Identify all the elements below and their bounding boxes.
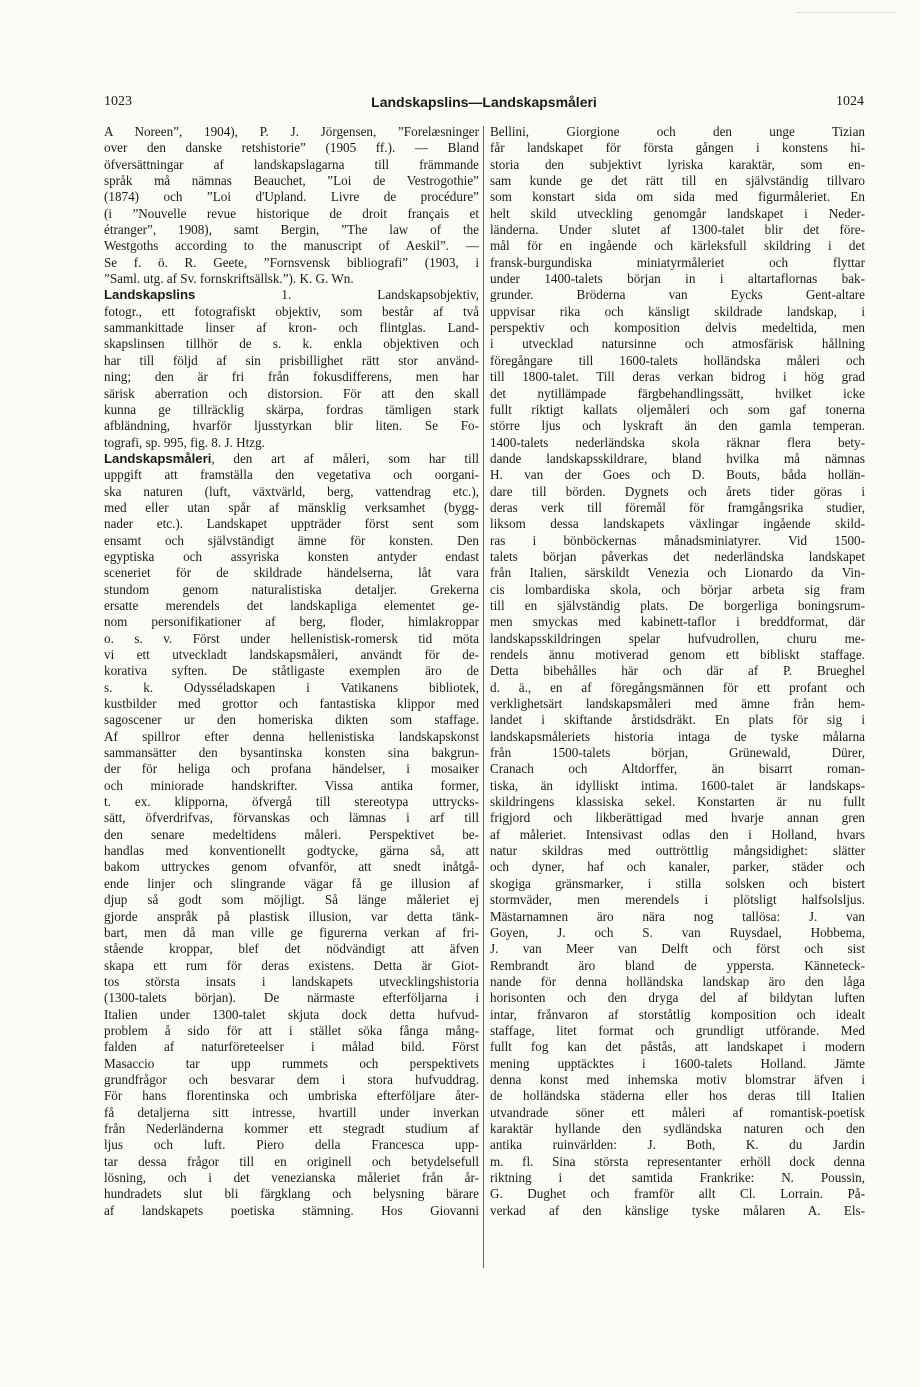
text-line: Rembrandt äro bland de yppersta. Känneteck- [490,957,865,973]
text-line: verklighetsärt landskapsmåleri med ämne från hem- [490,696,865,712]
text-line: bakom uttryckes genom ofvanför, att snedt inåtgå- [104,859,479,875]
text-line: ende linjer och slingrande vägar få ge illusion af [104,875,479,891]
text-line: sammansätter den bysantinska konsten sina bakgrun- [104,745,479,761]
text-line: fotogr., ett fotografiskt objektiv, som består af två [104,303,479,319]
text-line: (1300-talets början). De närmaste efterföljarna i [104,990,479,1006]
text-line: skogiga gränsmarker, i stilla solsken och bistert [490,875,865,891]
text-line: talets början påverkas det nederländska landskapet [490,548,865,564]
text-line: få detaljerna sitt intresse, hvartill under inverkan [104,1104,479,1120]
text-line: som konstart sida om sida med figurmåleriet. En [490,189,865,205]
text-line: s. k. Odysséladskapen i Vatikanens bibliotek, [104,679,479,695]
text-line: J. van Meer van Delft och först och sist [490,941,865,957]
text-line: étranger”, 1908), samt Bergin, ”The law of the [104,222,479,238]
entry-headword: Landskapslins [104,287,196,303]
text-line: G. Dughet och framför allt Cl. Lorrain. På- [490,1186,865,1202]
text-line: tiska, än idylliskt intima. 1600-talet är landskaps- [490,777,865,793]
text-line: öfversättningar af landskapslagarna till främmande [104,156,479,172]
text-line: (1874) och ”Loi d'Upland. Livre de procédure” [104,189,479,205]
text-line: ska naturen (luft, växtvärld, berg, vattendrag etc.), [104,483,479,499]
text-line: tos största insats i landskapets utvecklingshistoria [104,973,479,989]
text-line: Masaccio tar upp rummets och perspektivets [104,1055,479,1071]
text-line: uppvisar rika och känsligt skildrade landskap, i [490,303,865,319]
text-line: sammankittade linser af kron- och flintglas. Land- [104,320,479,336]
text-line: 1400-talets nederländska skola räknar flera bety- [490,434,865,450]
text-line: Landskapsmåleri, den art af måleri, som har till [104,450,479,466]
text-line: natur skildras med outtröttlig mångsidighet: slätter [490,843,865,859]
text-line: utvandrade söner ett måleri af romantisk-poetisk [490,1104,865,1120]
text-line: ning; den är fri från fokusdifferens, men har [104,369,479,385]
text-line: frigjord och likberättigad med hvarje annan gren [490,810,865,826]
text-line: Bellini, Giorgione och den unge Tizian [490,124,865,139]
text-line: denna konst med inhemska motiv blomstrar äfven i [490,1071,865,1087]
text-line: problem å sido för att i stället söka fånga mång- [104,1022,479,1038]
text-line: landskapsskildringen spelar hufvudrollen, churu me- [490,630,865,646]
text-line: helt skild utveckling genomgår landskapet i Neder- [490,205,865,221]
text-line: Af spillror efter denna hellenistiska landskapskonst [104,728,479,744]
text-line: men smyckas med kabinett-taflor i breddformat, där [490,614,865,630]
text-line: riktning i det samtida Frankrike: N. Poussin, [490,1170,865,1185]
header-title: Landskapslins—Landskapsmåleri [371,94,597,110]
text-line: stormväder, men merendels i plötsligt halfsolsljus. [490,892,865,908]
text-line: särisk aberration och distorsion. För att den skall [104,385,479,401]
text-line: dare till börden. Dygnets och årets tider göras i [490,483,865,499]
text-line: tografi, sp. 995, fig. 8. J. Htzg. [104,434,265,450]
text-line: Goyen, J. och S. van Ruysdael, Hobbema, [490,924,865,940]
text-line: Westgoths according to the manuscript of Aeskil”. — [104,238,479,254]
text-line: stående kroppar, blef det nödvändigt att äfven [104,941,479,957]
text-line: verkad af den känslige tyske målaren A. Els- [490,1202,865,1218]
scan-mark [796,12,896,19]
text-line: från Nederländerna kommer ett stegradt studium af [104,1120,479,1136]
text-line: rendels ännu motiverad genom ett bibliskt staffage. [490,647,865,662]
text-line: korativa syften. De ståtligaste exemplen äro de [104,663,479,679]
text-line: storia den subjektivt lyriska karaktär, som en- [490,156,865,172]
text-line: A Noreen”, 1904), P. J. Jörgensen, ”Forelæsninger [104,124,479,139]
text-line: falden af naturföreteelser i målad bild. Först [104,1039,479,1055]
text-line: Italien under 1300-talet skjuta dock detta hufvud- [104,1006,479,1022]
text-line: m. fl. Sina största representanter erhöll dock denna [490,1153,865,1169]
text-line: af landskapets poetiska stämning. Hos Giovanni [104,1202,479,1218]
page-number-left: 1023 [104,94,132,109]
text-line: sceneriet för de skildrade händelserna, låt vara [104,565,479,581]
text-line: mål för en ingående och kärleksfull skildring i det [490,238,865,254]
text-line: ensamt och självständigt ämne för konsten. Den [104,532,479,548]
text-line: karaktär hyllande den sydländska naturen och den [490,1120,865,1136]
text-line: i utvecklad natursinne och atmosfärisk hållning [490,336,865,352]
text-line: under 1400-talets början in i altartaflornas bak- [490,271,865,287]
text-line: grunder. Bröderna van Eycks Gent-altare [490,287,865,303]
text-line: der för heliga och profana händelser, i mosaiker [104,761,479,777]
text-line: (i ”Nouvelle revue historique de droit français et [104,205,479,221]
text-line: Mästarnamnen äro nära nog tallösa: J. van [490,908,865,924]
text-line: har till följd af sin prisbillighet rätt stor använd- [104,352,479,368]
text-line: fransk-burgundiska miniatyrmåleriet och flyttar [490,254,865,270]
right-column [490,124,865,1219]
column-divider [483,126,484,1268]
text-line: nom personifikationer af berg, floder, himlakroppar [104,614,479,630]
text-line: grundfrågor och besvarar dem i stora hufvuddrag. [104,1071,479,1087]
text-line: afbländning, hvarför ljusstyrkan blir liten. Se Fo- [104,418,479,434]
text-line: Cranach och Altdorffer, än bisarrt roman- [490,761,865,777]
text-line: sam kunde ge det rätt till en självständig tillvaro [490,173,865,189]
text-line: med eller utan spår af mänsklig verksamhet (bygg- [104,499,479,515]
text-line: antika ruinvärlden: J. Both, K. du Jardin [490,1137,865,1153]
text-line: ”Saml. utg. af Sv. fornskriftsällsk.”). K. G. Wn. [104,271,354,287]
text-line: over den danske retshistorie” (1905 ff.). — Bland [104,140,479,156]
text-line: intar, frånvaron af storståtlig komposition och idealt [490,1006,865,1022]
text-line: skildringens klassiska sekel. Konstarten är nu fullt [490,794,865,810]
text-line: Detta bibehålles här och där af P. Brueghel [490,663,865,679]
text-line: skapslinsen tillhör de s. k. enkla objektiven och [104,336,479,352]
text-line: staffage, litet format och grundligt utförande. Med [490,1022,865,1038]
text-line: det nytillämpade färgbehandlingssätt, hvilket icke [490,385,865,401]
text-line: tar dessa frågor till en originell och betydelsefull [104,1153,479,1169]
text-line: den senare medeltidens måleri. Perspektivet be- [104,826,479,842]
text-line: stundom genom naturalistiska detaljer. Grekerna [104,581,479,597]
text-line: vi ett utveckladt landskapsmåleri, användt för de- [104,647,479,662]
text-line: till 1800-talet. Till deras verkan bidrog i hög grad [490,369,865,385]
text-line: ljus och luft. Piero della Francesca upp- [104,1137,479,1153]
text-line: egyptiska och assyriska konsten antyder endast [104,548,479,564]
text-line: djup så godt som möjligt. Så länge måleriet ej [104,892,479,908]
text-line: deras verk till föremål för framgångsrika studier, [490,499,865,515]
text-line: af måleriet. Intensivast odlas den i Holland, hvars [490,826,865,842]
text-line: horisonten och den dryga del af bildytan luften [490,990,865,1006]
text-line: landskapsmåleriets historia intaga de tyske målarna [490,728,865,744]
text-line: lösning, och i det venezianska måleriet från år- [104,1170,479,1185]
text-line: sätt, öfverdrifvas, förvanskas och lämnas i arf till [104,810,479,826]
text-line: skapa ett rum för deras existens. Detta är Giot- [104,957,479,973]
text-line: till en självständig plats. De borgerliga boningsrum- [490,597,865,613]
text-line: kustbilder med grottor och fantastiska klippor med [104,696,479,712]
text-line: bart, men då man ville ge figurerna verkan af fri- [104,924,479,940]
text-line: H. van der Goes och D. Bouts, båda hollän- [490,467,865,483]
text-line: de holländska städerna eller hos deras till Italien [490,1088,865,1104]
text-line: större ljus och lyskraft än den gamla temperan. [490,418,865,434]
text-line: ersatte merendels det landskapliga elementet ge- [104,597,479,613]
text-line: För hans florentinska och umbriska efterföljare åter- [104,1088,479,1104]
text-line: länderna. Under slutet af 1300-talet blir det före- [490,222,865,238]
text-line: gjorde anspråk på plastisk illusion, var detta tänk- [104,908,479,924]
text-line: och dyner, haf och kanaler, parker, städer och [490,859,865,875]
text-line: o. s. v. Först under hellenistisk-romersk tid möta [104,630,479,646]
text-line: d. ä., en af föregångsmännen för ett profant och [490,679,865,695]
text-line: sagoscener ur den homeriska dikten som staffage. [104,712,479,728]
text-line: nader etc.). Landskapet uppträder först sent som [104,516,479,532]
running-header [104,92,864,112]
text-line: fullt riktigt kallats oljemåleri och som gaf tonerna [490,401,865,417]
text-line: cis lombardiska skola, och börjar arbeta sig fram [490,581,865,597]
text-line: får landskapet för första gången i konstens hi- [490,140,865,156]
text-line: uppgift att framställa den vegetativa och oorgani- [104,467,479,483]
text-line: t. ex. klipporna, öfvergå till stereotypa uttrycks- [104,794,479,810]
text-line: landet i skiftande årstidsdräkt. En plats för sig i [490,712,865,728]
text-line: mening upptäcktes i 1600-talets Holland. Jämte [490,1055,865,1071]
left-column [104,124,479,1219]
text-line: Se f. ö. R. Geete, ”Fornsvensk bibliografi” (1903, i [104,254,479,270]
text-line: och miniorade handskrifter. Vissa antika former, [104,777,479,793]
entry-headword: Landskapsmåleri [104,450,212,466]
text-line: kunna ge tillräcklig skärpa, fordras tämligen stark [104,401,479,417]
text-line: liksom dessa landskapets växlingar ingående skild- [490,516,865,532]
text-line: från 1500-talets början, Grünewald, Dürer, [490,745,865,761]
text-line: från Italien, särskildt Venezia och Lionardo da Vin- [490,565,865,581]
text-line: handlas med konventionellt godtycke, gärna så, att [104,843,479,859]
text-line: ras i bönböckernas månadsminiatyrer. Vid 1500- [490,532,865,548]
text-line: hundradets slut bli färgklang och belysning bärare [104,1186,479,1202]
text-line: dande landskapsskildrare, bland hvilka må nämnas [490,450,865,466]
text-line: språk må nämnas Beauchet, ”Loi de Vestrogothie” [104,173,479,189]
text-line: perspektiv och komposition delvis medeltida, men [490,320,865,336]
page-number-right: 1024 [836,94,864,109]
text-line: Landskapslins 1. Landskapsobjektiv, [104,287,479,303]
text-line: nande för denna holländska landskap äro den låga [490,973,865,989]
text-line: fullt fog kan det påstås, att landskapet i modern [490,1039,865,1055]
text-line: föregångare till 1600-talets holländska måleri och [490,352,865,368]
